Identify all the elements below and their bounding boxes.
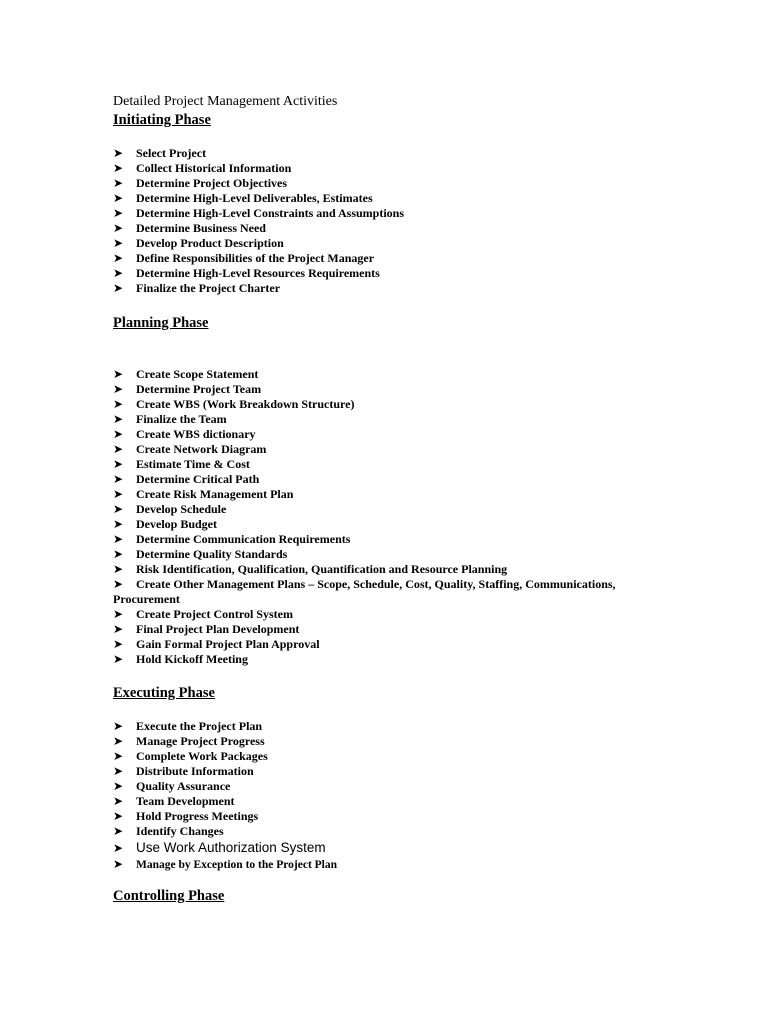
list-item: ➤ Create Other Management Plans – Scope, Schedule, Cost, Quality, Staffing, Communications, Procurement (113, 577, 616, 606)
list-item: ➤ Determine Quality Standards (113, 547, 288, 561)
arrow-bullet-icon: ➤ (113, 532, 124, 546)
list-item: ➤ Define Responsibilities of the Project Manager (113, 251, 375, 265)
planning-phase-list (113, 367, 673, 667)
arrow-bullet-icon: ➤ (113, 427, 124, 441)
arrow-bullet-icon: ➤ (113, 442, 124, 456)
arrow-bullet-icon: ➤ (113, 472, 124, 486)
list-item: ➤ Create Scope Statement (113, 367, 259, 381)
arrow-bullet-icon: ➤ (113, 487, 124, 501)
list-item: ➤ Select Project (113, 146, 207, 160)
list-item: ➤ Team Development (113, 794, 235, 808)
arrow-bullet-icon: ➤ (113, 251, 124, 265)
arrow-bullet-icon: ➤ (113, 206, 124, 220)
arrow-bullet-icon: ➤ (113, 577, 124, 591)
list-item: ➤ Finalize the Team (113, 412, 227, 426)
arrow-bullet-icon: ➤ (113, 562, 124, 576)
arrow-bullet-icon: ➤ (113, 652, 124, 666)
arrow-bullet-icon: ➤ (113, 502, 124, 516)
arrow-bullet-icon: ➤ (113, 794, 124, 808)
list-item: ➤ Finalize the Project Charter (113, 281, 281, 295)
list-item: ➤ Determine Business Need (113, 221, 266, 235)
arrow-bullet-icon: ➤ (113, 809, 124, 823)
list-item: ➤ Identify Changes (113, 824, 224, 838)
list-item: ➤ Determine High-Level Deliverables, Estimates (113, 191, 373, 205)
arrow-bullet-icon: ➤ (113, 161, 124, 175)
list-item: ➤ Determine High-Level Constraints and Assumptions (113, 206, 405, 220)
arrow-bullet-icon: ➤ (113, 367, 124, 381)
arrow-bullet-icon: ➤ (113, 857, 124, 871)
arrow-bullet-icon: ➤ (113, 824, 124, 838)
list-item: ➤ Develop Product Description (113, 236, 284, 250)
arrow-bullet-icon: ➤ (113, 281, 124, 295)
list-item: ➤ Final Project Plan Development (113, 622, 300, 636)
arrow-bullet-icon: ➤ (113, 457, 124, 471)
arrow-bullet-icon: ➤ (113, 607, 124, 621)
list-item: ➤ Create Network Diagram (113, 442, 267, 456)
arrow-bullet-icon: ➤ (113, 719, 124, 733)
arrow-bullet-icon: ➤ (113, 397, 124, 411)
executing-phase-heading: Executing Phase (113, 685, 215, 701)
executing-phase-list (113, 719, 337, 873)
arrow-bullet-icon: ➤ (113, 764, 124, 778)
planning-phase-heading: Planning Phase (113, 315, 209, 331)
controlling-phase-heading: Controlling Phase (113, 888, 225, 904)
list-item: ➤ Develop Schedule (113, 502, 227, 516)
list-item: ➤ Create WBS dictionary (113, 427, 256, 441)
list-item: ➤ Manage by Exception to the Project Plan (113, 857, 338, 871)
list-item: ➤ Quality Assurance (113, 779, 231, 793)
document-title: Detailed Project Management Activities (113, 94, 338, 109)
arrow-bullet-icon: ➤ (113, 622, 124, 636)
arrow-bullet-icon: ➤ (113, 382, 124, 396)
arrow-bullet-icon: ➤ (113, 637, 124, 651)
arrow-bullet-icon: ➤ (113, 221, 124, 235)
list-item: ➤ Determine Communication Requirements (113, 532, 351, 546)
arrow-bullet-icon: ➤ (113, 266, 124, 280)
list-item: ➤ Complete Work Packages (113, 749, 268, 763)
list-item: ➤ Collect Historical Information (113, 161, 292, 175)
list-item: ➤ Determine High-Level Resources Requirements (113, 266, 380, 280)
list-item: ➤ Create Risk Management Plan (113, 487, 294, 501)
arrow-bullet-icon: ➤ (113, 547, 124, 561)
list-item: ➤ Use Work Authorization System (113, 840, 326, 855)
list-item: ➤ Determine Project Team (113, 382, 262, 396)
initiating-phase-heading: Initiating Phase (113, 112, 211, 128)
list-item: ➤ Estimate Time & Cost (113, 457, 250, 471)
list-item: ➤ Determine Project Objectives (113, 176, 288, 190)
arrow-bullet-icon: ➤ (113, 412, 124, 426)
arrow-bullet-icon: ➤ (113, 734, 124, 748)
list-item: ➤ Create WBS (Work Breakdown Structure) (113, 397, 355, 411)
list-item: ➤ Hold Kickoff Meeting (113, 652, 248, 666)
list-item: ➤ Gain Formal Project Plan Approval (113, 637, 320, 651)
list-item: ➤ Create Project Control System (113, 607, 293, 621)
initiating-phase-list (113, 146, 404, 296)
arrow-bullet-icon: ➤ (113, 841, 124, 855)
list-item: ➤ Execute the Project Plan (113, 719, 263, 733)
arrow-bullet-icon: ➤ (113, 176, 124, 190)
arrow-bullet-icon: ➤ (113, 517, 124, 531)
list-item: ➤ Manage Project Progress (113, 734, 265, 748)
arrow-bullet-icon: ➤ (113, 749, 124, 763)
arrow-bullet-icon: ➤ (113, 146, 124, 160)
arrow-bullet-icon: ➤ (113, 236, 124, 250)
list-item: ➤ Hold Progress Meetings (113, 809, 259, 823)
list-item: ➤ Develop Budget (113, 517, 217, 531)
list-item: ➤ Distribute Information (113, 764, 254, 778)
list-item: ➤ Determine Critical Path (113, 472, 260, 486)
list-item: ➤ Risk Identification, Qualification, Quantification and Resource Planning (113, 562, 508, 576)
arrow-bullet-icon: ➤ (113, 779, 124, 793)
arrow-bullet-icon: ➤ (113, 191, 124, 205)
